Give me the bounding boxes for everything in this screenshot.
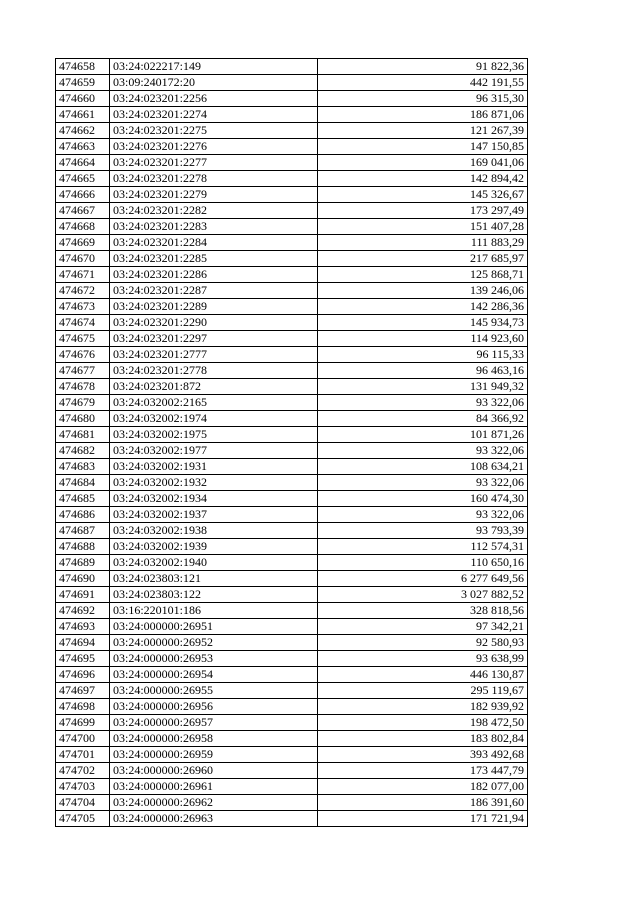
row-number-cell: 474702 — [56, 763, 110, 779]
cadastral-number-cell: 03:24:023201:2278 — [110, 171, 318, 187]
cadastral-number-cell: 03:24:023201:872 — [110, 379, 318, 395]
table-row — [56, 283, 528, 299]
value-cell: 142 894,42 — [318, 171, 528, 187]
value-cell: 91 822,36 — [318, 59, 528, 75]
cadastral-number-cell: 03:24:023201:2256 — [110, 91, 318, 107]
row-number-cell: 474668 — [56, 219, 110, 235]
row-number-cell: 474659 — [56, 75, 110, 91]
row-number-cell: 474658 — [56, 59, 110, 75]
cadastral-number-cell: 03:24:023201:2274 — [110, 107, 318, 123]
row-number-cell: 474677 — [56, 363, 110, 379]
table-row — [56, 523, 528, 539]
row-number-cell: 474661 — [56, 107, 110, 123]
value-cell: 93 638,99 — [318, 651, 528, 667]
table-row — [56, 475, 528, 491]
row-number-cell: 474689 — [56, 555, 110, 571]
value-cell: 160 474,30 — [318, 491, 528, 507]
cadastral-number-cell: 03:24:023201:2279 — [110, 187, 318, 203]
cadastral-number-cell: 03:24:000000:26958 — [110, 731, 318, 747]
row-number-cell: 474671 — [56, 267, 110, 283]
table-row — [56, 251, 528, 267]
cadastral-number-cell: 03:24:022217:149 — [110, 59, 318, 75]
value-cell: 183 802,84 — [318, 731, 528, 747]
cadastral-number-cell: 03:24:023201:2289 — [110, 299, 318, 315]
table-row — [56, 139, 528, 155]
row-number-cell: 474680 — [56, 411, 110, 427]
cadastral-number-cell: 03:24:000000:26962 — [110, 795, 318, 811]
table-row — [56, 811, 528, 827]
table-row — [56, 603, 528, 619]
cadastral-number-cell: 03:24:023201:2275 — [110, 123, 318, 139]
table-row — [56, 507, 528, 523]
value-cell: 110 650,16 — [318, 555, 528, 571]
row-number-cell: 474673 — [56, 299, 110, 315]
cadastral-number-cell: 03:24:023201:2778 — [110, 363, 318, 379]
value-cell: 96 315,30 — [318, 91, 528, 107]
cadastral-number-cell: 03:09:240172:20 — [110, 75, 318, 91]
row-number-cell: 474703 — [56, 779, 110, 795]
table-row — [56, 347, 528, 363]
row-number-cell: 474660 — [56, 91, 110, 107]
table-row — [56, 779, 528, 795]
row-number-cell: 474670 — [56, 251, 110, 267]
cadastral-number-cell: 03:24:000000:26963 — [110, 811, 318, 827]
document-page — [55, 58, 527, 827]
table-row — [56, 235, 528, 251]
value-cell: 393 492,68 — [318, 747, 528, 763]
value-cell: 442 191,55 — [318, 75, 528, 91]
row-number-cell: 474686 — [56, 507, 110, 523]
row-number-cell: 474705 — [56, 811, 110, 827]
table-row — [56, 395, 528, 411]
cadastral-number-cell: 03:24:032002:1938 — [110, 523, 318, 539]
table-row — [56, 699, 528, 715]
row-number-cell: 474701 — [56, 747, 110, 763]
cadastral-number-cell: 03:24:023201:2282 — [110, 203, 318, 219]
cadastral-number-cell: 03:24:032002:1937 — [110, 507, 318, 523]
row-number-cell: 474678 — [56, 379, 110, 395]
cadastral-number-cell: 03:24:000000:26961 — [110, 779, 318, 795]
table-row — [56, 795, 528, 811]
table-row — [56, 219, 528, 235]
cadastral-number-cell: 03:24:023201:2276 — [110, 139, 318, 155]
table-row — [56, 667, 528, 683]
cadastral-number-cell: 03:24:000000:26957 — [110, 715, 318, 731]
cadastral-number-cell: 03:24:023201:2277 — [110, 155, 318, 171]
value-cell: 111 883,29 — [318, 235, 528, 251]
row-number-cell: 474676 — [56, 347, 110, 363]
value-cell: 93 322,06 — [318, 507, 528, 523]
value-cell: 186 391,60 — [318, 795, 528, 811]
row-number-cell: 474694 — [56, 635, 110, 651]
value-cell: 96 463,16 — [318, 363, 528, 379]
table-row — [56, 715, 528, 731]
value-cell: 131 949,32 — [318, 379, 528, 395]
row-number-cell: 474688 — [56, 539, 110, 555]
cadastral-number-cell: 03:24:032002:1939 — [110, 539, 318, 555]
table-row — [56, 267, 528, 283]
value-cell: 169 041,06 — [318, 155, 528, 171]
value-cell: 182 077,00 — [318, 779, 528, 795]
cadastral-number-cell: 03:24:000000:26959 — [110, 747, 318, 763]
row-number-cell: 474693 — [56, 619, 110, 635]
value-cell: 101 871,26 — [318, 427, 528, 443]
row-number-cell: 474684 — [56, 475, 110, 491]
cadastral-number-cell: 03:24:032002:1934 — [110, 491, 318, 507]
cadastral-number-cell: 03:24:023201:2284 — [110, 235, 318, 251]
value-cell: 145 326,67 — [318, 187, 528, 203]
cadastral-number-cell: 03:24:000000:26952 — [110, 635, 318, 651]
cadastral-number-cell: 03:24:023201:2283 — [110, 219, 318, 235]
table-row — [56, 187, 528, 203]
value-cell: 182 939,92 — [318, 699, 528, 715]
row-number-cell: 474685 — [56, 491, 110, 507]
cadastral-number-cell: 03:24:032002:1932 — [110, 475, 318, 491]
value-cell: 147 150,85 — [318, 139, 528, 155]
row-number-cell: 474663 — [56, 139, 110, 155]
cadastral-number-cell: 03:24:000000:26951 — [110, 619, 318, 635]
row-number-cell: 474700 — [56, 731, 110, 747]
cadastral-number-cell: 03:24:000000:26954 — [110, 667, 318, 683]
row-number-cell: 474669 — [56, 235, 110, 251]
row-number-cell: 474675 — [56, 331, 110, 347]
cadastral-number-cell: 03:24:000000:26960 — [110, 763, 318, 779]
cadastral-number-cell: 03:24:000000:26955 — [110, 683, 318, 699]
value-cell: 142 286,36 — [318, 299, 528, 315]
cadastral-number-cell: 03:24:023803:121 — [110, 571, 318, 587]
row-number-cell: 474698 — [56, 699, 110, 715]
value-cell: 328 818,56 — [318, 603, 528, 619]
row-number-cell: 474664 — [56, 155, 110, 171]
value-cell: 114 923,60 — [318, 331, 528, 347]
table-row — [56, 619, 528, 635]
cadastral-number-cell: 03:24:000000:26953 — [110, 651, 318, 667]
value-cell: 173 297,49 — [318, 203, 528, 219]
value-cell: 6 277 649,56 — [318, 571, 528, 587]
row-number-cell: 474697 — [56, 683, 110, 699]
row-number-cell: 474696 — [56, 667, 110, 683]
value-cell: 92 580,93 — [318, 635, 528, 651]
row-number-cell: 474699 — [56, 715, 110, 731]
value-cell: 139 246,06 — [318, 283, 528, 299]
table-row — [56, 123, 528, 139]
table-row — [56, 731, 528, 747]
row-number-cell: 474691 — [56, 587, 110, 603]
value-cell: 97 342,21 — [318, 619, 528, 635]
value-cell: 171 721,94 — [318, 811, 528, 827]
row-number-cell: 474672 — [56, 283, 110, 299]
cadastral-number-cell: 03:24:023201:2777 — [110, 347, 318, 363]
table-row — [56, 427, 528, 443]
table-row — [56, 379, 528, 395]
table-row — [56, 59, 528, 75]
value-cell: 93 322,06 — [318, 443, 528, 459]
table-row — [56, 539, 528, 555]
table-row — [56, 747, 528, 763]
cadastral-number-cell: 03:24:023201:2290 — [110, 315, 318, 331]
row-number-cell: 474662 — [56, 123, 110, 139]
value-cell: 93 322,06 — [318, 475, 528, 491]
cadastral-number-cell: 03:24:032002:2165 — [110, 395, 318, 411]
table-row — [56, 555, 528, 571]
table-row — [56, 75, 528, 91]
table-row — [56, 635, 528, 651]
cadastral-number-cell: 03:24:023201:2286 — [110, 267, 318, 283]
row-number-cell: 474695 — [56, 651, 110, 667]
row-number-cell: 474690 — [56, 571, 110, 587]
value-cell: 446 130,87 — [318, 667, 528, 683]
cadastral-number-cell: 03:24:023201:2297 — [110, 331, 318, 347]
table-row — [56, 683, 528, 699]
value-cell: 108 634,21 — [318, 459, 528, 475]
table-row — [56, 443, 528, 459]
value-cell: 121 267,39 — [318, 123, 528, 139]
value-cell: 84 366,92 — [318, 411, 528, 427]
row-number-cell: 474682 — [56, 443, 110, 459]
row-number-cell: 474674 — [56, 315, 110, 331]
table-row — [56, 459, 528, 475]
row-number-cell: 474665 — [56, 171, 110, 187]
table-row — [56, 363, 528, 379]
value-cell: 112 574,31 — [318, 539, 528, 555]
cadastral-number-cell: 03:24:023803:122 — [110, 587, 318, 603]
row-number-cell: 474683 — [56, 459, 110, 475]
table-row — [56, 411, 528, 427]
value-cell: 186 871,06 — [318, 107, 528, 123]
value-cell: 3 027 882,52 — [318, 587, 528, 603]
table-row — [56, 203, 528, 219]
cadastral-number-cell: 03:24:023201:2287 — [110, 283, 318, 299]
table-row — [56, 331, 528, 347]
row-number-cell: 474681 — [56, 427, 110, 443]
row-number-cell: 474666 — [56, 187, 110, 203]
row-number-cell: 474692 — [56, 603, 110, 619]
value-cell: 96 115,33 — [318, 347, 528, 363]
cadastral-number-cell: 03:24:032002:1974 — [110, 411, 318, 427]
table-row — [56, 315, 528, 331]
table-row — [56, 763, 528, 779]
value-cell: 198 472,50 — [318, 715, 528, 731]
table-row — [56, 155, 528, 171]
table-row — [56, 571, 528, 587]
value-cell: 145 934,73 — [318, 315, 528, 331]
table-body — [56, 59, 528, 827]
value-cell: 93 322,06 — [318, 395, 528, 411]
table-row — [56, 651, 528, 667]
cadastral-number-cell: 03:24:032002:1931 — [110, 459, 318, 475]
value-cell: 151 407,28 — [318, 219, 528, 235]
value-cell: 93 793,39 — [318, 523, 528, 539]
cadastral-number-cell: 03:24:000000:26956 — [110, 699, 318, 715]
cadastral-number-cell: 03:24:023201:2285 — [110, 251, 318, 267]
table-row — [56, 587, 528, 603]
table-row — [56, 91, 528, 107]
cadastral-number-cell: 03:24:032002:1940 — [110, 555, 318, 571]
cadastral-number-cell: 03:24:032002:1975 — [110, 427, 318, 443]
row-number-cell: 474667 — [56, 203, 110, 219]
row-number-cell: 474687 — [56, 523, 110, 539]
table-row — [56, 171, 528, 187]
row-number-cell: 474704 — [56, 795, 110, 811]
cadastral-number-cell: 03:24:032002:1977 — [110, 443, 318, 459]
cadastral-number-cell: 03:16:220101:186 — [110, 603, 318, 619]
table-row — [56, 299, 528, 315]
value-cell: 295 119,67 — [318, 683, 528, 699]
cadastral-value-table — [55, 58, 528, 827]
row-number-cell: 474679 — [56, 395, 110, 411]
value-cell: 173 447,79 — [318, 763, 528, 779]
table-row — [56, 491, 528, 507]
value-cell: 125 868,71 — [318, 267, 528, 283]
value-cell: 217 685,97 — [318, 251, 528, 267]
table-row — [56, 107, 528, 123]
